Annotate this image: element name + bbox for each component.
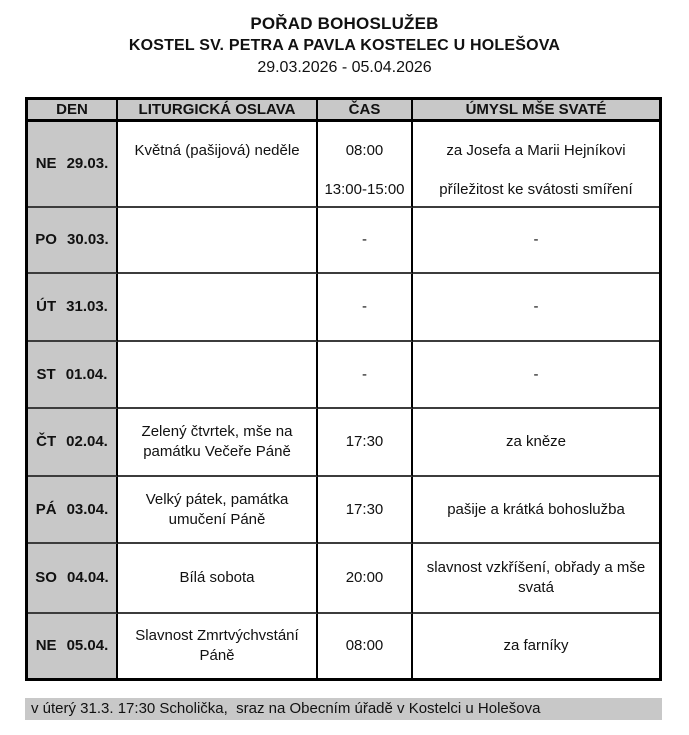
header-cell-liturgicka-oslava: LITURGICKÁ OSLAVA bbox=[118, 100, 318, 122]
intention-cell: - bbox=[413, 208, 659, 274]
day-date: 01.04. bbox=[65, 365, 108, 383]
celebration-cell bbox=[118, 208, 318, 274]
header-cell-umysl: ÚMYSL MŠE SVATÉ bbox=[413, 100, 659, 122]
day-abbr: ČT bbox=[36, 433, 57, 450]
intention-cell: - bbox=[413, 342, 659, 409]
page-subtitle: KOSTEL SV. PETRA A PAVLA KOSTELEC U HOLEŠOVA bbox=[128, 37, 561, 54]
date-range: 29.03.2026 - 05.04.2026 bbox=[257, 59, 432, 76]
day-cell bbox=[28, 342, 118, 409]
footer-note: v úterý 31.3. 17:30 Scholička, sraz na Obecním úřadě v Kostelci u Holešova bbox=[25, 698, 662, 720]
day-abbr: PO bbox=[35, 231, 57, 248]
time-entry-1: 08:00 bbox=[345, 142, 384, 159]
intention-entry-2: příležitost ke svátosti smíření bbox=[439, 181, 633, 198]
intention-cell bbox=[413, 122, 659, 208]
time-cell: - bbox=[318, 208, 413, 274]
intention-cell: - bbox=[413, 274, 659, 342]
celebration-cell: Bílá sobota bbox=[118, 544, 318, 614]
day-date: 03.04. bbox=[66, 500, 109, 518]
day-date: 04.04. bbox=[66, 569, 109, 586]
celebration-cell: Slavnost Zmrtvýchvstání Páně bbox=[118, 614, 318, 678]
day-abbr: NE bbox=[35, 155, 57, 172]
time-cell: - bbox=[318, 274, 413, 342]
day-abbr: ST bbox=[36, 365, 56, 383]
time-cell: 17:30 bbox=[318, 477, 413, 544]
day-abbr: NE bbox=[35, 637, 57, 654]
schedule-table bbox=[25, 97, 662, 681]
celebration-cell: Velký pátek, památka umučení Páně bbox=[118, 477, 318, 544]
time-cell: 20:00 bbox=[318, 544, 413, 614]
day-abbr: SO bbox=[35, 569, 57, 586]
intention-entry-1: za Josefa a Marii Hejníkovi bbox=[446, 142, 626, 159]
document-header bbox=[0, 13, 689, 79]
header-cell-den: DEN bbox=[28, 100, 118, 122]
day-cell bbox=[28, 409, 118, 477]
time-cell bbox=[318, 122, 413, 208]
intention-cell: pašije a krátká bohoslužba bbox=[413, 477, 659, 544]
day-cell bbox=[28, 614, 118, 678]
day-date: 05.04. bbox=[66, 637, 109, 654]
celebration-cell bbox=[118, 274, 318, 342]
day-date: 30.03. bbox=[66, 231, 109, 248]
day-cell bbox=[28, 544, 118, 614]
day-abbr: PÁ bbox=[35, 500, 57, 518]
day-cell bbox=[28, 477, 118, 544]
page-title: POŘAD BOHOSLUŽEB bbox=[250, 14, 439, 33]
day-cell bbox=[28, 274, 118, 342]
celebration-cell bbox=[118, 342, 318, 409]
day-date: 29.03. bbox=[66, 155, 109, 172]
intention-cell: za kněze bbox=[413, 409, 659, 477]
celebration-cell bbox=[118, 122, 318, 208]
header-cell-cas: ČAS bbox=[318, 100, 413, 122]
celebration-text: Květná (pašijová) neděle bbox=[134, 142, 300, 159]
celebration-cell: Zelený čtvrtek, mše na památku Večeře Páně bbox=[118, 409, 318, 477]
time-entry-2: 13:00-15:00 bbox=[324, 181, 405, 198]
day-date: 02.04. bbox=[66, 433, 108, 450]
day-abbr: ÚT bbox=[36, 298, 57, 315]
intention-cell: za farníky bbox=[503, 637, 569, 654]
day-cell bbox=[28, 122, 118, 208]
celebration-spacer bbox=[118, 180, 316, 206]
intention-cell: slavnost vzkříšení, obřady a mše svatá bbox=[413, 544, 659, 614]
time-cell: 17:30 bbox=[318, 409, 413, 477]
time-cell: - bbox=[318, 342, 413, 409]
day-date: 31.03. bbox=[66, 298, 108, 315]
time-cell: 08:00 bbox=[318, 614, 413, 678]
day-cell bbox=[28, 208, 118, 274]
